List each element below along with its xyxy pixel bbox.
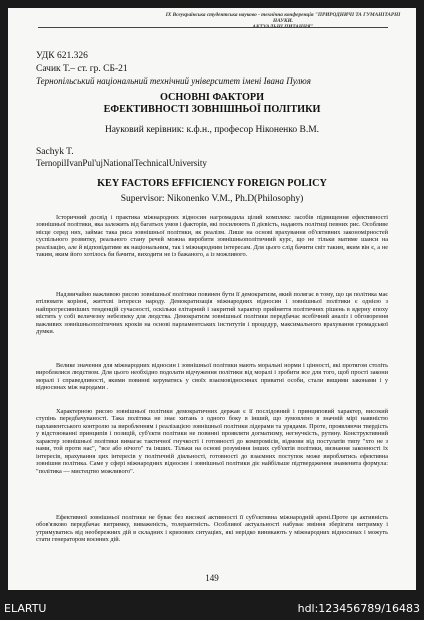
document-page xyxy=(8,8,416,590)
udk-code: УДК 621.326 xyxy=(36,51,88,61)
body-paragraph: Характерною рисою зовнішньої політики демократичних держав є її послідовний і принциповий характер, високий ступінь передбачуваності. Така політика не знає хитань з одного боку в інший, що зумовлено в значній мірі наявністю парламентського контролю за виробленням і реалізацією зовнішньої політики лідерами та урядами. Проте, проявляючи твердість у відстоюванні принципів і позицій, суб'єкти політики не повинні проявляти догматизму, негнучкість, рутину. Конструктивний характер зовнішньої політики вимагає тактичної гнучкості і готовності до компромісів, відмови від постулатів типу "хто не з нами, той проти нас", "все або нічого" та інших. Тільки на основі розуміння інших суб'єктів політики, визнання законності їх інтересів, врахування цих інтересів у політичній діяльності, готовності до взаємних поступок може вироблятись ефективна зовнішня політика. Саме у сфері міжнародних відносин і зовнішньої політики діє найбільше підтвердження знаменита формула: "політика — мистецтво можливого". xyxy=(36,408,388,475)
header-divider xyxy=(38,27,388,28)
affiliation-en: TernopilIvanPul'ujNationalTechnicalUniversity xyxy=(36,158,207,168)
viewer-status-bar xyxy=(0,598,424,620)
page-number: 149 xyxy=(205,573,219,583)
handle-label[interactable]: hdl:123456789/16483 xyxy=(297,602,420,615)
conference-line-2: АКТУАЛЬНІ ПИТАННЯ" xyxy=(252,24,314,31)
body-paragraph: Історичний досвід і практика міжнародних відносин нагромадила цілий комплекс засобів підвищення ефективності зовнішньої політики, яка залежить від багатьох умов і факторів, які посилюють її дієвість, надають політиці певних рис. Особливе місце серед них, займає така риса зовнішньої політики, як реалізм. Лише на основі врахування об'єктивних закономірностей суспільного розвитку, реального стану речей можна виробити зовнішньополітичний курс, що не тільки матиме шанси на реалізацію, але й відповідатиме як національним, так і міжнародним інтересам. Для цього слід бачити світ таким, яким він є, а не таким, яким його хотілось би бачити, виходити не із бажаного, а із можливого. xyxy=(36,214,388,259)
title-ua-line-2: ЕФЕКТИВНОСТІ ЗОВНІШНЬОЇ ПОЛІТИКИ xyxy=(103,104,321,115)
author-en: Sachyk T. xyxy=(36,147,74,157)
conference-line-1: IX Всеукраїнська студентська науково - технічна конференція "ПРИРОДНИЧІ ТА ГУМАНІТАРНІ НАУКИ. xyxy=(165,12,401,25)
body-paragraph: Велике значення для міжнародних відносин і зовнішньої політики мають моральні норми і цінності, які протягом століть вироблялися людством. Для цього необхідно подолати відчуження політики від моралі і зробити все для того, щоб прості закони моралі і справедливості, якими повинні керуватись у своїх взаємовідносинах приватні особи, стали вищими законами і у відносинах між народами . xyxy=(36,362,388,392)
title-ua-line-1: ОСНОВНІ ФАКТОРИ xyxy=(159,92,265,103)
supervisor-ua: Науковий керівник: к.ф.н., професор Ніконенко В.М. xyxy=(104,125,320,135)
body-paragraph: Надзвичайно важливою рисою зовнішньої політики повинен бути її демократизм, який полягає в тому, що ця політика має втілювати корінні, життєві інтереси народу. Демократизація міжнародних відносин і зовнішньої політики є однією з найпрогресивніших тенденцій сучасності, оскільки елітарний і закритий характер прийняття політичних рішень в ядерну епоху містить у собі величезну небезпеку для людства. Демократизм зовнішньої політики передбачає всебічний аналіз і обговорення важливих зовнішньополітичних кроків на основі парламентських інститутів і процедур, максимального врахування громадської думки. xyxy=(36,291,388,336)
affiliation-ua: Тернопільський національний технічний університет імені Івана Пулюя xyxy=(36,76,311,86)
author-ua: Сачик Т.– ст. гр. СБ-21 xyxy=(36,64,128,74)
repository-label[interactable]: ELARTU xyxy=(4,602,47,615)
body-paragraph: Ефективної зовнішньої політики не буває без високої активності її суб'єктивна міжнародній арені.Проте ця активність обов'язково передбачає витримку, виваженість, толерантність. Особливої актуальності набуває вміння зберігати витримку і утримуватись від необережних дій в складних і кризових ситуаціях, які нерідко виникають у міжнародних відносинах і можуть стати генератором воєнних дій. xyxy=(36,514,388,544)
supervisor-en: Supervisor: Nikonenko V.M., Ph.D(Philosophy) xyxy=(120,194,304,204)
title-en: KEY FACTORS EFFICIENCY FOREIGN POLICY xyxy=(97,178,327,189)
